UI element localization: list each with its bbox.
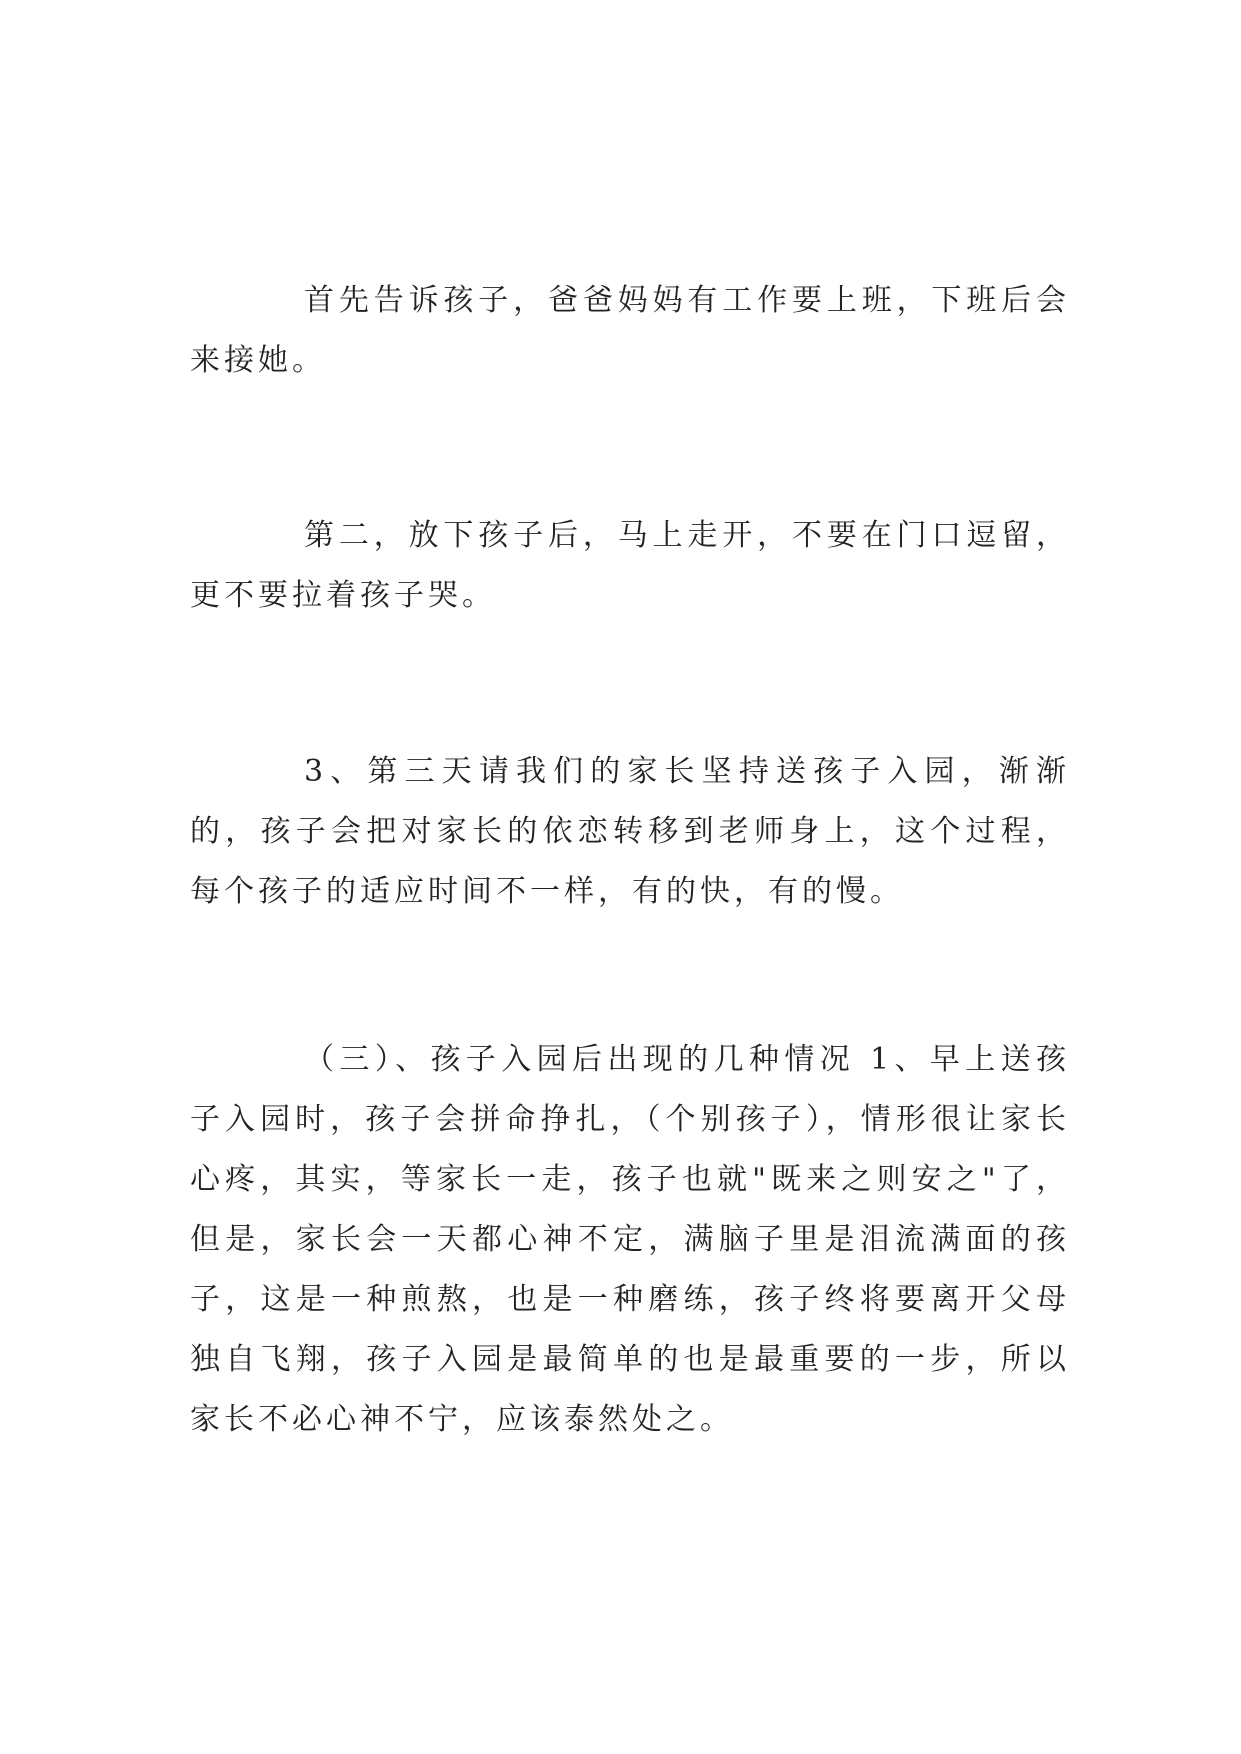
paragraph-day-three: 3、第三天请我们的家长坚持送孩子入园，渐渐的，孩子会把对家长的依恋转移到老师身上，这个过程，每个孩子的适应时间不一样，有的快，有的慢。: [190, 754, 1070, 909]
paragraph-situations-after-enrollment: （三）、孩子入园后出现的几种情况 1、早上送孩子入园时，孩子会拼命挣扎，（个别孩子），情形很让家长心疼，其实，等家长一走，孩子也就"既来之则安之"了，但是，家长会一天都心神不定，满脑子里是泪流满面的孩子，这是一种煎熬，也是一种磨练，孩子终将要离开父母独自飞翔，孩子入园是最简单的也是最重要的一步，所以家长不必心神不宁，应该泰然处之。: [190, 1042, 1070, 1437]
paragraph-leave-quickly: 第二，放下孩子后，马上走开，不要在门口逗留，更不要拉着孩子哭。: [190, 518, 1070, 613]
paragraph-parent-reassurance: 首先告诉孩子，爸爸妈妈有工作要上班，下班后会来接她。: [190, 283, 1070, 378]
